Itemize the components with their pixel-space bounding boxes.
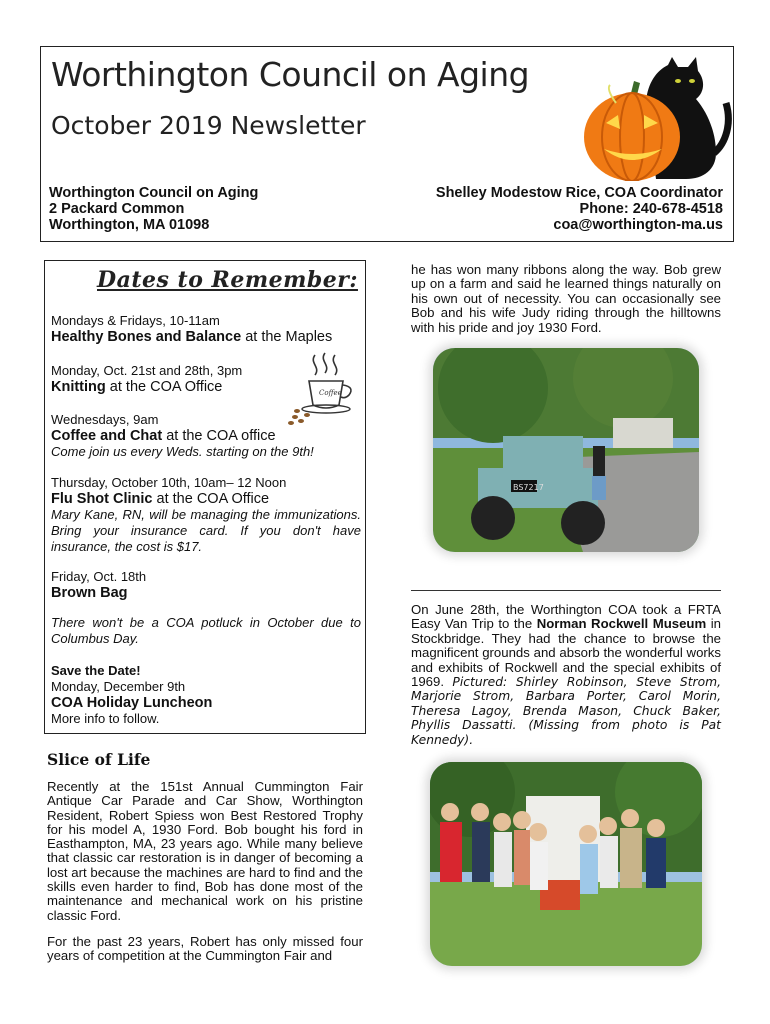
museum-text-a: On June 28th, the Worthington COA took a FRTA Easy Van Trip to the xyxy=(411,602,721,632)
group-photo xyxy=(430,762,702,966)
event-item xyxy=(51,363,361,395)
event-note: Mary Kane, RN, will be managing the immunizations. Bring your insurance card. If you don't have insurance, the cost is $17. xyxy=(51,507,361,554)
event-item xyxy=(51,412,361,460)
event-when: Wednesdays, 9am xyxy=(51,412,159,427)
address-line: Worthington Council on Aging xyxy=(49,185,259,201)
photo-caption: Pictured: Shirley Robinson, Steve Strom, Marjorie Strom, Barbara Porter, Carol Morin, Theresa Lagoy, Brenda Mason, Chuck Baker, Phyllis Dassatti. (Missing from photo is Pat Kennedy). xyxy=(411,675,721,747)
article-continued: he has won many ribbons along the way. Bob grew up on a farm and said he learned things naturally on his own out of necessity. You can occasionally see Bob and his wife Judy riding through the hilltowns with his pride and joy 1930 Ford. xyxy=(411,262,721,335)
mug-text: Coffee xyxy=(319,389,342,397)
slice-of-life-text xyxy=(47,780,363,976)
license-plate: BS7217 xyxy=(513,483,544,492)
coordinator-phone: Phone: 240-678-4518 xyxy=(579,201,723,217)
dates-title: Dates to Remember: xyxy=(97,267,358,293)
event-name: Coffee and Chat xyxy=(51,428,163,444)
newsletter-title: Worthington Council on Aging xyxy=(51,55,530,94)
article-paragraph: For the past 23 years, Robert has only missed four years of competition at the Cummington Fair and xyxy=(47,933,363,964)
event-item xyxy=(51,313,361,345)
coordinator-contact xyxy=(436,185,723,233)
coa-address xyxy=(49,185,258,233)
event-item xyxy=(51,569,361,647)
event-location: at the COA Office xyxy=(152,491,270,507)
newsletter-subtitle: October 2019 Newsletter xyxy=(51,111,366,140)
address-line: Worthington, MA 01098 xyxy=(49,217,210,233)
save-the-date: Save the Date! xyxy=(51,663,141,678)
event-name: COA Holiday Luncheon xyxy=(51,695,213,711)
article-paragraph: Recently at the 151st Annual Cummington Fair Antique Car Parade and Car Show, Worthington Resident, Robert Spiess won Best Restored Trophy for his model A, 1930 Ford. Bob bought his ford in Easthampton, MA, 23 years ago. While many believe that classic car restoration is in danger of becoming a lost art because the machines are hard to find and the skills even harder to find, Bob has done most of the maintenance and mechanical work on his pristine classic Ford. xyxy=(47,779,363,923)
event-when: Monday, December 9th xyxy=(51,679,186,694)
museum-name: Norman Rockwell Museum xyxy=(536,616,707,632)
museum-text-b: in Stockbridge. They had the chance to browse the magnificent grounds and absorb the wonderful works and exhibits of Rockwell and the special exhibits of 1969. xyxy=(411,616,721,690)
coordinator-name: Shelley Modestow Rice, COA Coordinator xyxy=(435,185,723,201)
car-photo xyxy=(433,348,699,552)
dates-to-remember xyxy=(44,260,366,734)
event-location: at the COA Office xyxy=(105,379,223,395)
pumpkin-cat-illustration xyxy=(576,53,736,181)
event-when: Thursday, October 10th, 10am– 12 Noon xyxy=(51,475,287,490)
event-note: Come join us every Weds. starting on the 9th! xyxy=(51,444,314,459)
event-item xyxy=(51,475,361,555)
address-line: 2 Packard Common xyxy=(49,201,185,217)
event-name: Brown Bag xyxy=(51,585,128,601)
slice-of-life-title: Slice of Life xyxy=(47,750,151,769)
event-item xyxy=(51,663,361,727)
event-name: Healthy Bones and Balance xyxy=(51,329,242,345)
section-divider xyxy=(411,590,721,591)
event-note: More info to follow. xyxy=(51,711,160,726)
event-name: Flu Shot Clinic xyxy=(51,491,153,507)
event-location: at the COA office xyxy=(162,428,276,444)
event-note: There won't be a COA potluck in October due to Columbus Day. xyxy=(51,615,361,646)
event-when: Friday, Oct. 18th xyxy=(51,569,147,584)
event-when: Monday, Oct. 21st and 28th, 3pm xyxy=(51,363,243,378)
event-location: at the Maples xyxy=(241,329,333,345)
event-name: Knitting xyxy=(51,379,106,395)
event-when: Mondays & Fridays, 10-11am xyxy=(51,313,220,328)
masthead xyxy=(40,46,734,242)
museum-trip-text xyxy=(411,603,721,747)
coordinator-email[interactable]: coa@worthington-ma.us xyxy=(553,217,723,233)
